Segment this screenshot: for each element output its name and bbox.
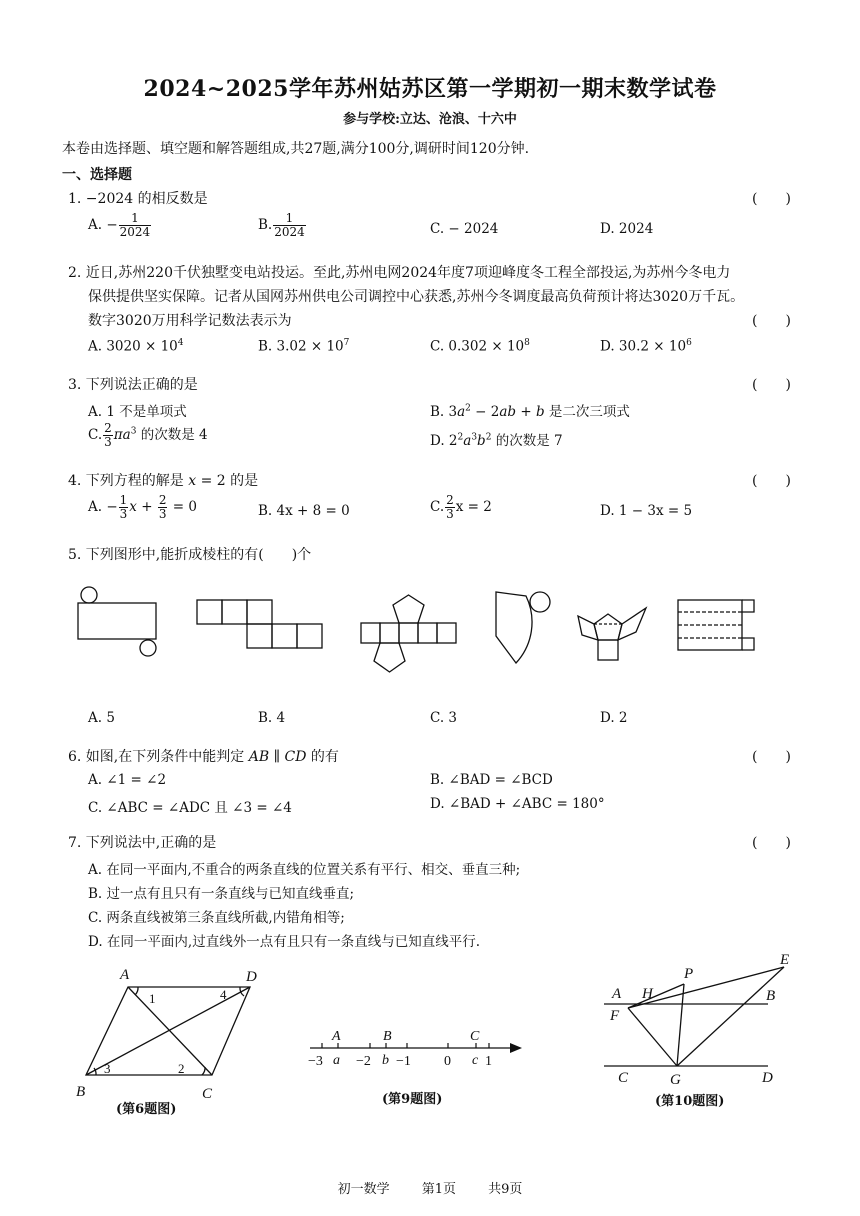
q2-option-b: B. $3.02 \times 10^7$: [258, 338, 350, 355]
q2-option-c: C. $0.302 \times 10^8$: [430, 338, 530, 355]
q7-answer-paren: ( ): [752, 835, 791, 851]
q4-option-c: C. $\frac{2}{3}$ x = 2: [430, 493, 492, 521]
fig9-label-C: C: [470, 1029, 480, 1044]
q7-option-c: C. 两条直线被第三条直线所截,内错角相等;: [88, 910, 345, 926]
fig9-tick-1: 1: [485, 1054, 492, 1069]
fig10-label-F: F: [610, 1008, 620, 1024]
participating-schools: 参与学校:立达、沧浪、十六中: [343, 112, 517, 127]
q6-option-b: B. ∠BAD = ∠BCD: [430, 772, 553, 788]
figure-9-caption: (第9题图): [382, 1092, 443, 1107]
fig10-label-D: D: [762, 1070, 773, 1086]
fig9-point-a: a: [333, 1053, 340, 1068]
q6-answer-paren: ( ): [752, 749, 791, 765]
fig9-tick-neg1: −1: [396, 1054, 411, 1069]
q3-option-b: B. $3a^2 - 2ab + b$ 是二次三项式: [430, 403, 630, 420]
fig9-point-b: b: [382, 1053, 389, 1068]
q4-option-a: A. − $\frac{1}{3}$ x + $\frac{2}{3}$ = 0: [88, 493, 197, 521]
q2-option-d: D. $30.2 \times 10^6$: [600, 338, 692, 355]
q5-stem: 5. 下列图形中,能折成棱柱的有( )个: [68, 547, 312, 563]
q5-option-c: C. 3: [430, 710, 458, 726]
q1-option-c: C. − 2024: [430, 221, 499, 237]
fig6-angle-2: 2: [178, 1061, 185, 1076]
page-footer: [0, 1178, 860, 1197]
figure-9-number-line: [300, 1020, 530, 1080]
fig6-label-C: C: [202, 1086, 213, 1102]
fig9-tick-neg2: −2: [356, 1054, 371, 1069]
fig9-tick-neg3: −3: [308, 1054, 323, 1069]
q3-stem: 3. 下列说法正确的是: [68, 377, 198, 393]
fig6-angle-3: 3: [104, 1061, 111, 1076]
q6-option-c: C. ∠ABC = ∠ADC 且 ∠3 = ∠4: [88, 800, 292, 816]
q4-option-d: D. 1 − 3x = 5: [600, 503, 693, 519]
q1-option-d: D. 2024: [600, 221, 654, 237]
rectangle-prism-net: [678, 600, 754, 650]
fig10-label-B: B: [766, 988, 776, 1004]
fig6-label-B: B: [76, 1084, 86, 1100]
pentagonal-prism-net: [361, 595, 456, 672]
q7-option-d: D. 在同一平面内,过直线外一点有且只有一条直线与已知直线平行.: [88, 934, 481, 950]
figure-6-caption: (第6题图): [116, 1102, 177, 1117]
figure-6: [70, 960, 270, 1110]
page-title: 2024~2025学年苏州姑苏区第一学期初一期末数学试卷: [143, 76, 717, 102]
q2-line3: 数字3020万用科学记数法表示为: [88, 313, 292, 329]
fig9-tick-0: 0: [444, 1054, 451, 1069]
fig9-label-B: B: [383, 1029, 392, 1044]
q1-option-a: A. − $\frac{1}{2024}$: [88, 211, 151, 239]
figure-10-caption: (第10题图): [655, 1094, 725, 1109]
q5-nets-figure: [60, 580, 760, 690]
q5-option-d: D. 2: [600, 710, 628, 726]
q1-answer-paren: ( ): [752, 191, 791, 207]
q2-answer-paren: ( ): [752, 313, 791, 329]
q7-option-a: A. 在同一平面内,不重合的两条直线的位置关系有平行、相交、垂直三种;: [88, 862, 521, 878]
fig10-label-H: H: [642, 986, 653, 1002]
exam-intro: 本卷由选择题、填空题和解答题组成,共27题,满分100分,调研时间120分钟.: [62, 141, 530, 157]
q4-stem: 4. 下列方程的解是 x = 2 的是: [68, 473, 259, 489]
q5-option-a: A. 5: [88, 710, 115, 726]
fig10-label-A: A: [612, 986, 622, 1002]
q3-option-c: C. $\frac{2}{3}$ $\pi a^3$ 的次数是 4: [88, 421, 208, 449]
section-heading: 一、选择题: [62, 167, 132, 183]
q4-option-b: B. 4x + 8 = 0: [258, 503, 350, 519]
figure-10: [598, 950, 798, 1090]
q6-option-a: A. ∠1 = ∠2: [88, 772, 167, 788]
q1-stem: 1. −2024 的相反数是: [68, 191, 208, 207]
q1-option-b: B. $\frac{1}{2024}$: [258, 211, 305, 239]
fig9-label-A: A: [332, 1029, 341, 1044]
footer-page: 第1页: [421, 1182, 456, 1197]
q6-option-d: D. ∠BAD + ∠ABC = 180°: [430, 796, 605, 812]
q2-option-a: A. $3020 \times 10^4$: [88, 338, 184, 355]
fig10-label-E: E: [780, 952, 790, 968]
q7-option-b: B. 过一点有且只有一条直线与已知直线垂直;: [88, 886, 355, 902]
cube-net: [197, 600, 322, 648]
fig9-point-c: c: [472, 1053, 479, 1068]
q2-line1: 2. 近日,苏州220千伏独墅变电站投运。至此,苏州电网2024年度7项迎峰度冬工程全部投运,为苏州今冬电力: [68, 265, 731, 281]
fig10-label-C: C: [618, 1070, 629, 1086]
q3-answer-paren: ( ): [752, 377, 791, 393]
q3-option-a: A. 1 不是单项式: [88, 404, 187, 420]
fig10-label-P: P: [684, 966, 694, 982]
q2-line2: 保供提供坚实保障。记者从国网苏州供电公司调控中心获悉,苏州今冬调度最高负荷预计将达3020万千瓦。: [88, 289, 745, 305]
cylinder-net: [78, 587, 156, 656]
triangular-prism-net: [578, 608, 646, 660]
fig10-label-G: G: [670, 1072, 681, 1088]
q7-stem: 7. 下列说法中,正确的是: [68, 835, 217, 851]
footer-subject: 初一数学: [337, 1182, 390, 1197]
q5-option-b: B. 4: [258, 710, 286, 726]
q4-answer-paren: ( ): [752, 473, 791, 489]
fig6-label-D: D: [246, 969, 257, 985]
q6-stem: 6. 如图,在下列条件中能判定 AB ∥ CD 的有: [68, 749, 339, 765]
fig6-angle-1: 1: [149, 991, 156, 1006]
q3-option-d: D. $2^2a^3b^2$ 的次数是 7: [430, 432, 563, 449]
footer-total: 共9页: [488, 1182, 523, 1197]
fig6-label-A: A: [120, 967, 130, 983]
fig6-angle-4: 4: [220, 987, 227, 1002]
cone-net: [496, 592, 550, 663]
